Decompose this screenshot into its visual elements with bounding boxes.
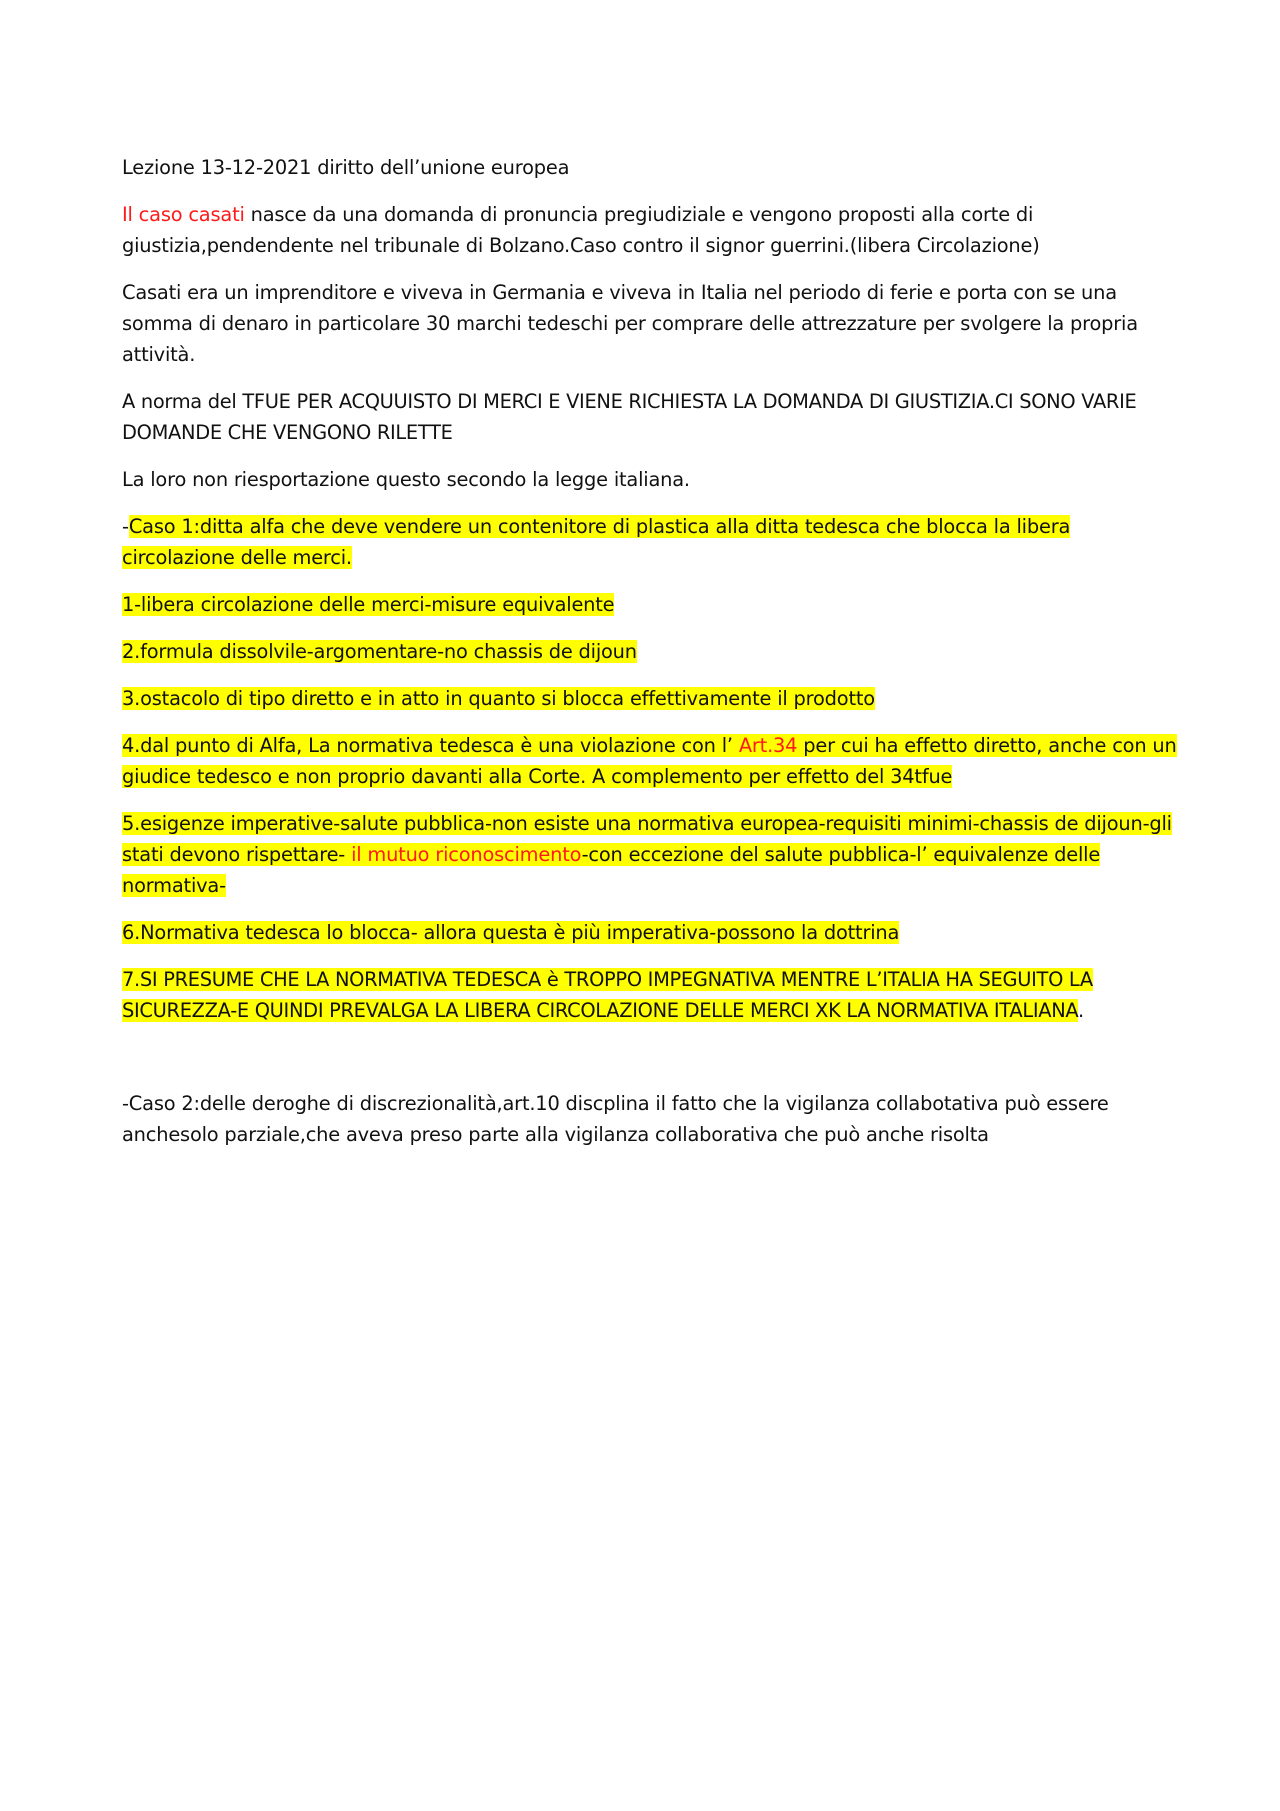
list-item-7: [122, 964, 1182, 1026]
list-item-3-text: 3.ostacolo di tipo diretto e in atto in quanto si blocca effettivamente il prodotto: [122, 687, 875, 710]
list-item-7-period: .: [1078, 999, 1084, 1022]
list-item-7-text: 7.SI PRESUME CHE LA NORMATIVA TEDESCA è TROPPO IMPEGNATIVA MENTRE L’ITALIA HA SEGUITO LA SICUREZZA-E QUINDI PREVALGA LA LIBERA CIRCOLAZIONE DELLE MERCI XK LA NORMATIVA ITALIANA: [122, 968, 1093, 1022]
list-item-4: [122, 730, 1182, 792]
list-item-4-after: per cui ha effetto diretto, anche con un giudice tedesco e non proprio davanti alla Corte. A complemento per effetto del 34tfue: [122, 734, 1177, 788]
riesportazione-text: La loro non riesportazione questo secondo la legge italiana.: [122, 468, 690, 491]
paragraph-gap: [122, 1042, 1182, 1088]
list-item-4-before: 4.dal punto di Alfa, La normativa tedesca è una violazione con l’: [122, 734, 739, 757]
caso-2-text: -Caso 2:delle deroghe di discrezionalità,art.10 discplina il fatto che la vigilanza collabotativa può essere anchesolo parziale,che aveva preso parte alla vigilanza collaborativa che può anche risolta: [122, 1092, 1109, 1146]
paragraph-caso-2: [122, 1088, 1182, 1150]
caso-casati-text: nasce da una domanda di pronuncia pregiudiziale e vengono proposti alla corte di giustizia,pendendente nel tribunale di Bolzano.Caso contro il signor guerrini.(libera Circolazione): [122, 203, 1040, 257]
paragraph-riesportazione: [122, 464, 1182, 495]
list-item-6: [122, 917, 1182, 948]
list-item-5: [122, 808, 1182, 901]
list-item-2-text: 2.formula dissolvile-argomentare-no chassis de dijoun: [122, 640, 637, 663]
casati-description-text: Casati era un imprenditore e viveva in Germania e viveva in Italia nel periodo di ferie e porta con se una somma di denaro in particolare 30 marchi tedeschi per comprare delle attrezzature per svolgere la propria attività.: [122, 281, 1138, 366]
tfue-text: A norma del TFUE PER ACQUUISTO DI MERCI E VIENE RICHIESTA LA DOMANDA DI GIUSTIZIA.CI SONO VARIE DOMANDE CHE VENGONO RILETTE: [122, 390, 1137, 444]
paragraph-caso-1: [122, 511, 1182, 573]
mutuo-riconoscimento-reference: il mutuo riconoscimento: [351, 843, 582, 866]
caso-1-text: Caso 1:ditta alfa che deve vendere un contenitore di plastica alla ditta tedesca che blocca la libera circolazione delle merci.: [122, 515, 1071, 569]
article-34-reference: Art.34: [738, 734, 798, 757]
lesson-title: [122, 152, 1182, 183]
list-item-6-text: 6.Normativa tedesca lo blocca- allora questa è più imperativa-possono la dottrina: [122, 921, 900, 944]
caso-1-dash: -: [122, 515, 129, 538]
lesson-title-text: Lezione 13-12-2021 diritto dell’unione europea: [122, 156, 570, 179]
caso-casati-label: Il caso casati: [122, 203, 245, 226]
list-item-5-after: -con eccezione del salute pubblica-l’ equivalenze delle normativa-: [122, 843, 1101, 897]
list-item-1-text: 1-libera circolazione delle merci-misure equivalente: [122, 593, 615, 616]
list-item-5-before: 5.esigenze imperative-salute pubblica-non esiste una normativa europea-requisiti minimi-chassis de dijoun-gli stati devono rispettare-: [122, 812, 1172, 866]
list-item-2: [122, 636, 1182, 667]
list-item-1: [122, 589, 1182, 620]
list-item-3: [122, 683, 1182, 714]
paragraph-caso-casati: [122, 199, 1182, 261]
paragraph-casati-description: [122, 277, 1182, 370]
document-body: [122, 152, 1182, 1166]
paragraph-tfue: [122, 386, 1182, 448]
